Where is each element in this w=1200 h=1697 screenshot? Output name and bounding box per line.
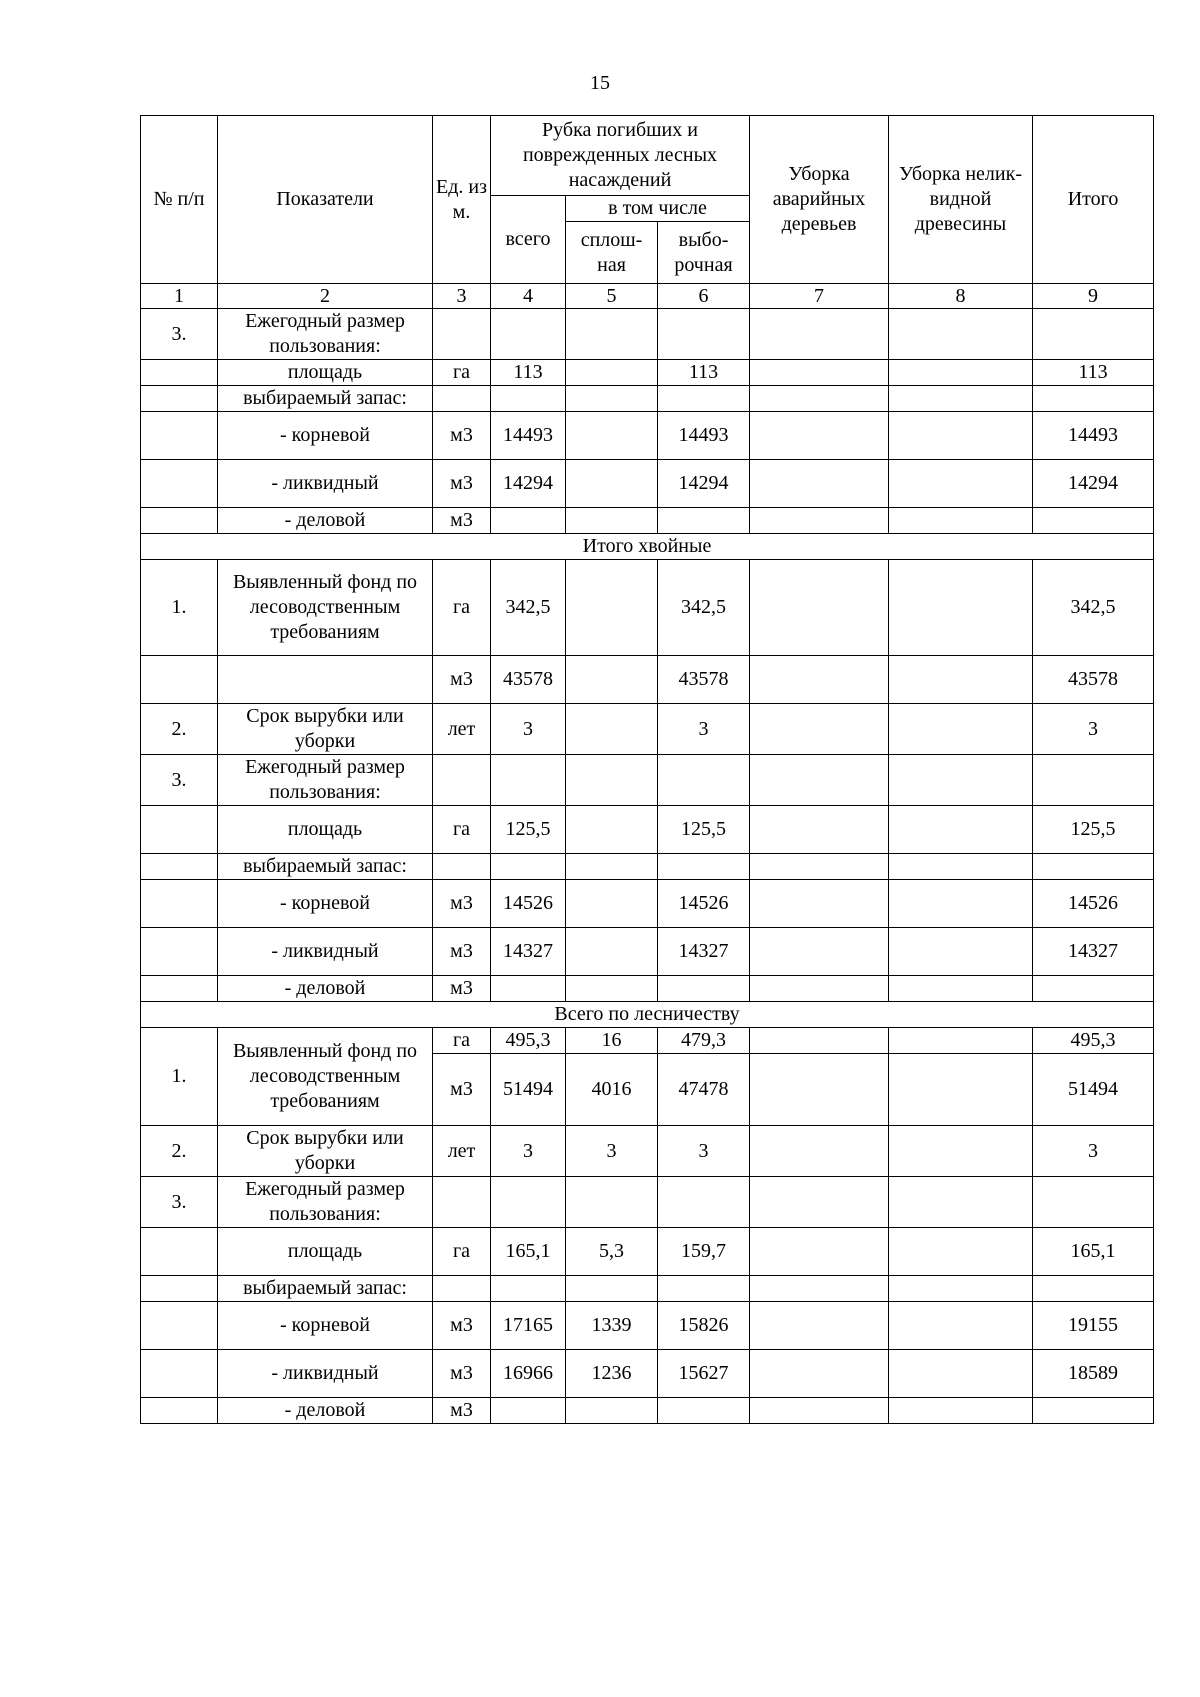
table-row (141, 309, 1154, 360)
row-unit (433, 386, 491, 412)
cell-emergency (750, 656, 889, 704)
cell-selective: 113 (658, 360, 750, 386)
row-unit: м3 (433, 656, 491, 704)
cell-total-felling: 14327 (491, 928, 566, 976)
cell-total-felling: 51494 (491, 1054, 566, 1126)
table-row (141, 360, 1154, 386)
cell-emergency (750, 360, 889, 386)
row-unit: га (433, 806, 491, 854)
cell-total-felling (491, 1398, 566, 1424)
row-unit: га (433, 1228, 491, 1276)
cell-emergency (750, 1028, 889, 1054)
row-num: 3. (141, 755, 218, 806)
table-row (141, 656, 1154, 704)
row-label: Срок вырубки или уборки (218, 1126, 433, 1177)
column-number: 2 (218, 284, 433, 309)
column-number: 4 (491, 284, 566, 309)
header-unmarketable: Уборка нелик-видной древесины (889, 116, 1033, 284)
cell-clear: 5,3 (566, 1228, 658, 1276)
cell-total: 14526 (1033, 880, 1154, 928)
cell-total-felling (491, 508, 566, 534)
cell-emergency (750, 560, 889, 656)
cell-unmarketable (889, 976, 1033, 1002)
cell-total-felling: 14526 (491, 880, 566, 928)
row-label: выбираемый запас: (218, 386, 433, 412)
cell-unmarketable (889, 880, 1033, 928)
cell-total-felling (491, 755, 566, 806)
column-number: 9 (1033, 284, 1154, 309)
cell-unmarketable (889, 460, 1033, 508)
cell-unmarketable (889, 412, 1033, 460)
cell-unmarketable (889, 386, 1033, 412)
table-row (141, 854, 1154, 880)
row-num: 2. (141, 704, 218, 755)
cell-total-felling: 43578 (491, 656, 566, 704)
row-num (141, 360, 218, 386)
cell-total: 18589 (1033, 1350, 1154, 1398)
cell-unmarketable (889, 1398, 1033, 1424)
cell-total-felling: 165,1 (491, 1228, 566, 1276)
row-num (141, 928, 218, 976)
row-unit: м3 (433, 1054, 491, 1126)
forestry-table (140, 115, 1154, 1424)
row-num (141, 976, 218, 1002)
row-num (141, 386, 218, 412)
cell-selective: 159,7 (658, 1228, 750, 1276)
row-num (141, 412, 218, 460)
row-unit: га (433, 560, 491, 656)
cell-selective: 125,5 (658, 806, 750, 854)
cell-unmarketable (889, 1028, 1033, 1054)
header-total: Итого (1033, 116, 1154, 284)
cell-selective (658, 854, 750, 880)
cell-clear (566, 1276, 658, 1302)
cell-unmarketable (889, 560, 1033, 656)
cell-emergency (750, 1302, 889, 1350)
cell-emergency (750, 1177, 889, 1228)
cell-clear (566, 560, 658, 656)
cell-selective: 47478 (658, 1054, 750, 1126)
cell-emergency (750, 976, 889, 1002)
cell-total (1033, 1177, 1154, 1228)
table-row (141, 928, 1154, 976)
cell-clear: 1339 (566, 1302, 658, 1350)
cell-total: 125,5 (1033, 806, 1154, 854)
cell-unmarketable (889, 508, 1033, 534)
cell-total (1033, 854, 1154, 880)
row-num (141, 854, 218, 880)
cell-selective (658, 386, 750, 412)
cell-total-felling (491, 386, 566, 412)
header-unit: Ед. изм. (433, 116, 491, 284)
table-row (141, 880, 1154, 928)
cell-unmarketable (889, 1054, 1033, 1126)
row-label: Ежегодный размер пользования: (218, 1177, 433, 1228)
cell-clear (566, 360, 658, 386)
row-unit (433, 309, 491, 360)
cell-emergency (750, 1350, 889, 1398)
row-unit (433, 854, 491, 880)
cell-emergency (750, 880, 889, 928)
row-unit: м3 (433, 928, 491, 976)
cell-emergency (750, 928, 889, 976)
cell-clear (566, 854, 658, 880)
table-row (141, 460, 1154, 508)
cell-selective: 3 (658, 704, 750, 755)
cell-total: 3 (1033, 704, 1154, 755)
row-num: 1. (141, 560, 218, 656)
header-emergency: Уборка аварийных деревьев (750, 116, 889, 284)
cell-total-felling: 3 (491, 704, 566, 755)
cell-total: 14493 (1033, 412, 1154, 460)
row-label: Срок вырубки или уборки (218, 704, 433, 755)
cell-total: 14327 (1033, 928, 1154, 976)
column-number: 8 (889, 284, 1033, 309)
row-label: - корневой (218, 412, 433, 460)
cell-selective: 14493 (658, 412, 750, 460)
cell-unmarketable (889, 755, 1033, 806)
table-row (141, 1398, 1154, 1424)
header-including: в том числе (566, 196, 750, 222)
row-num (141, 1276, 218, 1302)
table-row (141, 976, 1154, 1002)
column-number: 5 (566, 284, 658, 309)
cell-clear: 1236 (566, 1350, 658, 1398)
table-row (141, 386, 1154, 412)
cell-unmarketable (889, 1302, 1033, 1350)
cell-selective (658, 976, 750, 1002)
table-row (141, 1028, 1154, 1054)
cell-emergency (750, 309, 889, 360)
cell-total-felling: 14493 (491, 412, 566, 460)
cell-total-felling (491, 854, 566, 880)
cell-total-felling (491, 309, 566, 360)
table-row (141, 1228, 1154, 1276)
row-unit: м3 (433, 412, 491, 460)
section-header-row (141, 1002, 1154, 1028)
row-num (141, 508, 218, 534)
cell-emergency (750, 806, 889, 854)
cell-total: 43578 (1033, 656, 1154, 704)
cell-clear (566, 880, 658, 928)
cell-total (1033, 755, 1154, 806)
cell-selective (658, 1276, 750, 1302)
row-label: - ликвидный (218, 1350, 433, 1398)
header-felling-group: Рубка погибших и поврежденных лесных насаждений (491, 116, 750, 196)
column-number: 7 (750, 284, 889, 309)
cell-unmarketable (889, 1177, 1033, 1228)
section-title: Итого хвойные (141, 534, 1154, 560)
cell-clear (566, 976, 658, 1002)
table-row (141, 806, 1154, 854)
row-unit: м3 (433, 508, 491, 534)
row-label: - деловой (218, 976, 433, 1002)
row-num: 2. (141, 1126, 218, 1177)
cell-emergency (750, 1398, 889, 1424)
row-unit: м3 (433, 1350, 491, 1398)
cell-unmarketable (889, 1126, 1033, 1177)
table-row (141, 412, 1154, 460)
cell-clear (566, 1398, 658, 1424)
cell-clear: 16 (566, 1028, 658, 1054)
cell-selective: 14327 (658, 928, 750, 976)
row-unit: га (433, 1028, 491, 1054)
cell-unmarketable (889, 360, 1033, 386)
header-felling-total: всего (491, 196, 566, 284)
cell-emergency (750, 1228, 889, 1276)
cell-selective: 15627 (658, 1350, 750, 1398)
cell-emergency (750, 1276, 889, 1302)
header-selective: выбо-рочная (658, 222, 750, 284)
row-num (141, 1302, 218, 1350)
cell-total-felling (491, 1276, 566, 1302)
cell-emergency (750, 412, 889, 460)
table-body (141, 309, 1154, 1424)
row-unit: м3 (433, 460, 491, 508)
cell-emergency (750, 704, 889, 755)
row-label: - корневой (218, 880, 433, 928)
row-label: площадь (218, 1228, 433, 1276)
cell-total: 495,3 (1033, 1028, 1154, 1054)
row-label: - деловой (218, 508, 433, 534)
cell-clear (566, 704, 658, 755)
cell-selective: 43578 (658, 656, 750, 704)
cell-total (1033, 508, 1154, 534)
row-unit: лет (433, 704, 491, 755)
row-label: Ежегодный размер пользования: (218, 309, 433, 360)
table-row (141, 508, 1154, 534)
table-row (141, 1350, 1154, 1398)
header-clear: сплош-ная (566, 222, 658, 284)
cell-total: 165,1 (1033, 1228, 1154, 1276)
cell-total: 51494 (1033, 1054, 1154, 1126)
cell-clear (566, 460, 658, 508)
cell-clear (566, 806, 658, 854)
row-unit: м3 (433, 1302, 491, 1350)
cell-selective: 479,3 (658, 1028, 750, 1054)
cell-total-felling: 16966 (491, 1350, 566, 1398)
cell-total-felling: 17165 (491, 1302, 566, 1350)
row-unit (433, 1177, 491, 1228)
cell-selective: 14526 (658, 880, 750, 928)
cell-total-felling: 125,5 (491, 806, 566, 854)
header-indicator: Показатели (218, 116, 433, 284)
cell-unmarketable (889, 1228, 1033, 1276)
cell-emergency (750, 508, 889, 534)
cell-unmarketable (889, 928, 1033, 976)
cell-unmarketable (889, 854, 1033, 880)
row-unit: м3 (433, 1398, 491, 1424)
column-number: 3 (433, 284, 491, 309)
cell-total-felling (491, 1177, 566, 1228)
cell-selective (658, 309, 750, 360)
cell-selective (658, 508, 750, 534)
cell-total: 342,5 (1033, 560, 1154, 656)
row-num (141, 1228, 218, 1276)
cell-selective (658, 1177, 750, 1228)
row-label: площадь (218, 360, 433, 386)
cell-total-felling: 113 (491, 360, 566, 386)
row-unit: лет (433, 1126, 491, 1177)
cell-clear: 4016 (566, 1054, 658, 1126)
cell-unmarketable (889, 309, 1033, 360)
cell-clear (566, 309, 658, 360)
row-num: 1. (141, 1028, 218, 1126)
cell-emergency (750, 386, 889, 412)
cell-selective: 15826 (658, 1302, 750, 1350)
cell-selective (658, 1398, 750, 1424)
table-row (141, 1302, 1154, 1350)
row-label: - ликвидный (218, 460, 433, 508)
cell-clear (566, 508, 658, 534)
row-label: Ежегодный размер пользования: (218, 755, 433, 806)
table-row (141, 1276, 1154, 1302)
table-row (141, 560, 1154, 656)
row-label: Выявленный фонд по лесоводственным требованиям (218, 560, 433, 656)
cell-clear (566, 755, 658, 806)
cell-selective: 342,5 (658, 560, 750, 656)
row-label: площадь (218, 806, 433, 854)
cell-total (1033, 386, 1154, 412)
section-title: Всего по лесничеству (141, 1002, 1154, 1028)
row-num (141, 460, 218, 508)
column-numbers-row (141, 284, 1154, 309)
cell-emergency (750, 755, 889, 806)
table-row (141, 704, 1154, 755)
cell-clear (566, 656, 658, 704)
header-num: № п/п (141, 116, 218, 284)
table-row (141, 1126, 1154, 1177)
row-label: выбираемый запас: (218, 854, 433, 880)
row-unit: м3 (433, 976, 491, 1002)
cell-total: 3 (1033, 1126, 1154, 1177)
cell-selective: 14294 (658, 460, 750, 508)
row-unit: га (433, 360, 491, 386)
page-number: 15 (590, 72, 610, 94)
section-header-row (141, 534, 1154, 560)
cell-total: 19155 (1033, 1302, 1154, 1350)
cell-total (1033, 1398, 1154, 1424)
row-num (141, 1350, 218, 1398)
cell-clear (566, 928, 658, 976)
column-number: 6 (658, 284, 750, 309)
row-label: выбираемый запас: (218, 1276, 433, 1302)
cell-total: 113 (1033, 360, 1154, 386)
cell-clear (566, 1177, 658, 1228)
cell-clear: 3 (566, 1126, 658, 1177)
cell-selective (658, 755, 750, 806)
cell-emergency (750, 460, 889, 508)
row-num: 3. (141, 1177, 218, 1228)
cell-unmarketable (889, 1276, 1033, 1302)
cell-clear (566, 412, 658, 460)
cell-emergency (750, 1126, 889, 1177)
row-label (218, 656, 433, 704)
cell-total (1033, 309, 1154, 360)
cell-clear (566, 386, 658, 412)
row-unit (433, 1276, 491, 1302)
row-unit: м3 (433, 880, 491, 928)
row-num (141, 656, 218, 704)
row-label: Выявленный фонд по лесоводственным требованиям (218, 1028, 433, 1126)
row-label: - ликвидный (218, 928, 433, 976)
cell-total (1033, 976, 1154, 1002)
cell-unmarketable (889, 656, 1033, 704)
row-unit (433, 755, 491, 806)
cell-total-felling: 342,5 (491, 560, 566, 656)
row-label: - деловой (218, 1398, 433, 1424)
cell-total: 14294 (1033, 460, 1154, 508)
table-row (141, 755, 1154, 806)
row-num (141, 880, 218, 928)
cell-total-felling: 3 (491, 1126, 566, 1177)
row-num (141, 1398, 218, 1424)
row-label: - корневой (218, 1302, 433, 1350)
row-num (141, 806, 218, 854)
cell-emergency (750, 1054, 889, 1126)
row-num: 3. (141, 309, 218, 360)
cell-selective: 3 (658, 1126, 750, 1177)
cell-unmarketable (889, 806, 1033, 854)
cell-unmarketable (889, 704, 1033, 755)
table-row (141, 1177, 1154, 1228)
cell-total-felling (491, 976, 566, 1002)
cell-total (1033, 1276, 1154, 1302)
cell-emergency (750, 854, 889, 880)
column-number: 1 (141, 284, 218, 309)
cell-total-felling: 495,3 (491, 1028, 566, 1054)
cell-unmarketable (889, 1350, 1033, 1398)
cell-total-felling: 14294 (491, 460, 566, 508)
